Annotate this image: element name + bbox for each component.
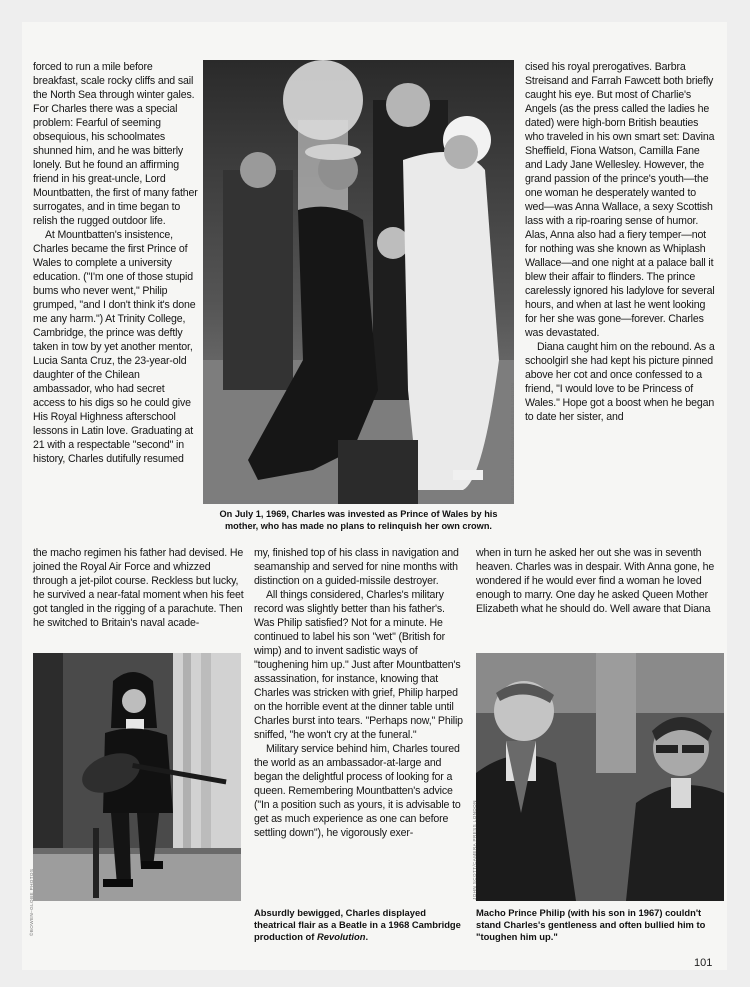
col-mid-para-1: my, finished top of his class in navigation and seamanship and served for nine months with distinction on a guided-missile destroyer.: [254, 547, 459, 587]
beatle-photo-credit: ©BOWEN–GLOBE PHOTOS: [29, 868, 34, 936]
column-right-top: [525, 60, 715, 424]
col-left-para-2: At Mountbatten's insistence, Charles became the first Prince of Wales to complete a university education. ("I'm one of those stupid bums who never went," Philip grumped, "and I don't think it's done me any harm.") At Trinity College, Cambridge, the prince was deftly taken in tow by yet another mentor, Lucia Santa Cruz, the 23-year-old daughter of the Chilean ambassador, who had secret access to his digs so he could give His Royal Highness afterschool lessons in Latin love. Graduating at 21 with a respectable "second" in history, Charles dutifully resumed: [33, 229, 196, 465]
column-left-top: [33, 60, 199, 466]
col-mid-para-3: Military service behind him, Charles toured the world as an ambassador-at-large and began the delightful process of looking for a queen. Remembering Mountbatten's advice ("In a position such as yours, it is advisable to get as much experience as one can before settling down"), he vigorously exer-: [254, 743, 461, 839]
beatle-caption-end: .: [365, 931, 369, 942]
beatle-caption: [254, 907, 464, 943]
philip-photo-credit: JOHN SCOTT/CAMERA PRESS LONDON: [472, 800, 477, 900]
col-right-para-3: when in turn he asked her out she was in seventh heaven. Charles was in despair. With Anna gone, he wondered if he would ever find a woman he loved enough to marry. One day he asked Queen Mother Elizabeth what he should do. Well aware that Diana: [476, 547, 715, 615]
investiture-photo: [203, 60, 514, 504]
column-left-bottom: [33, 546, 245, 630]
column-right-bottom: [476, 546, 715, 616]
philip-photo: [476, 653, 724, 901]
philip-caption: Macho Prince Philip (with his son in 1967) couldn't stand Charles's gentleness and often bullied him to "toughen him up.": [476, 907, 706, 942]
investiture-photo-credit: PATRICK LICHFIELD/CAMERA PRESS LONDON: [510, 382, 515, 500]
col-mid-para-2: All things considered, Charles's military record was slightly better than his father's. Was Philip satisfied? Not for a minute. He continued to label his son "wet" (British for wimp) and to invent sadistic ways of "toughening him up." Just after Mountbatten's assassination, for instance, knowing that Charles was stricken with grief, Philip harped on the horrible event at the dinner table until Charles burst into tears. "Perhaps now," Philip sniffed, "he won't cry at the funeral.": [254, 589, 463, 741]
col-left-para-3: the macho regimen his father had devised. He joined the Royal Air Force and whizzed through a jet-pilot course. Reckless but lucky, he survived a near-fatal moment when his feet got tangled in the rigging of a parachute. Then he switched to Britain's naval acade-: [33, 547, 244, 629]
beatle-caption-text: Absurdly bewigged, Charles displayed theatrical flair as a Beatle in a 1968 Cambridge production of: [254, 907, 461, 942]
col-right-para-1: cised his royal prerogatives. Barbra Streisand and Farrah Fawcett both briefly caught his eye. But most of Charlie's Angels (as the press called the ladies he dated) were high-born British beauties who traveled in his own smart set: Davina Sheffield, Fiona Watson, Camilla Fane and Lady Jane Wellesley. However, the grand passion of the prince's youth—the one woman he desperately wanted to wed—was Anna Wallace, a sexy Scottish lass with a rip-roaring sense of humor. Alas, Anna also had a fiery temper—not for nothing was she known as Whiplash Wallace—and one night at a palace ball it blew their affair to flinders. The prince carelessly ignored his ladylove for several hours, and when at last he went looking for her she was gone—forever. Charles was devastated.: [525, 61, 715, 339]
investiture-caption: On July 1, 1969, Charles was invested as Prince of Wales by his mother, who has made no plans to relinquish her own crown.: [219, 509, 498, 531]
column-middle: [254, 546, 466, 840]
col-left-para-1: forced to run a mile before breakfast, scale rocky cliffs and sail the North Sea through winter gales. For Charles there was a special problem: Fearful of seeming obsequious, his schoolmates shunned him, and he was bitterly lonely. But he found an affirming friend in his great-uncle, Lord Mountbatten, the first of many father surrogates, and in time began to relish the rugged outdoor life.: [33, 61, 198, 227]
beatle-photo: [33, 653, 241, 901]
beatle-caption-title: Revolution: [317, 931, 366, 942]
page-number: 101: [694, 957, 713, 969]
col-right-para-2: Diana caught him on the rebound. As a schoolgirl she had kept his picture pinned above her cot and once confessed to a friend, "I would love to be Princess of Wales." Hope got a boost when he began to date her sister, and: [525, 341, 715, 423]
